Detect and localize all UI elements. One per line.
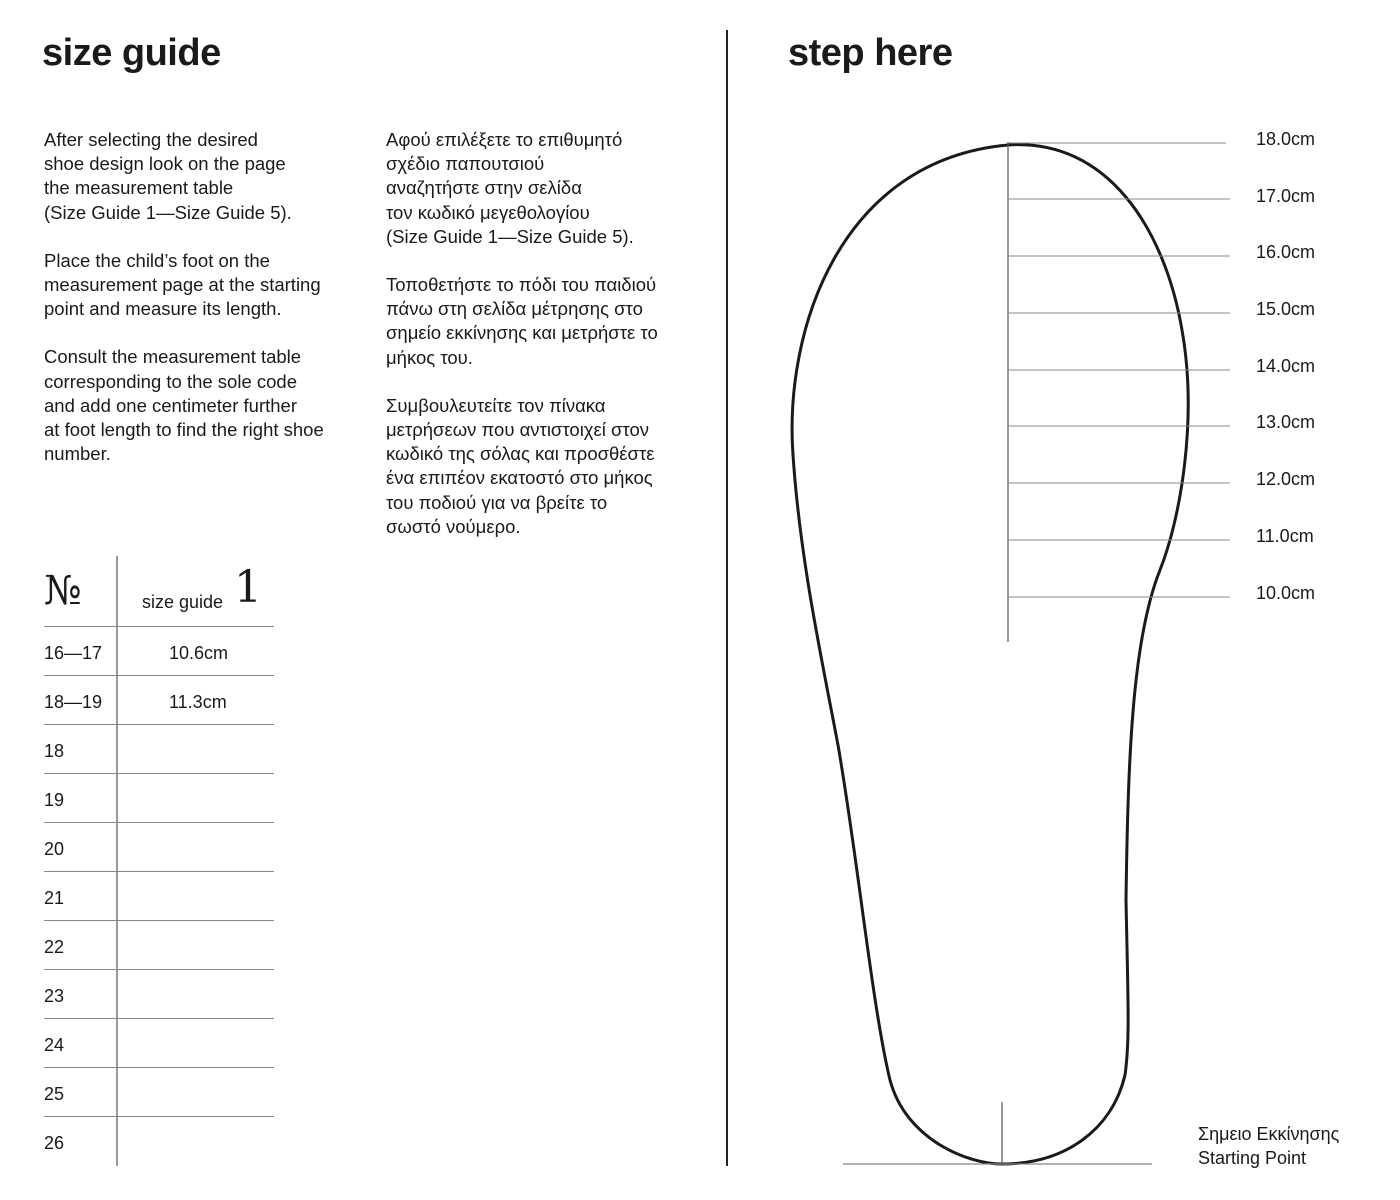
scale-label: 18.0cm [1256, 129, 1316, 149]
foot-outline [792, 145, 1188, 1164]
instruction-paragraph: Αφού επιλέξετε το επιθυμητό σχέδιο παπουτσιού αναζητήστε στην σελίδα τον κωδικό μεγεθολογίου (Size Guide 1—Size Guide 5). [386, 129, 634, 247]
size-cell: 16—17 [44, 643, 103, 663]
size-cell: 26 [44, 1133, 65, 1153]
size-cell: 22 [44, 937, 65, 957]
scale-label: 15.0cm [1256, 299, 1316, 319]
instruction-paragraph: Consult the measurement table corresponding to the sole code and add one centimeter further at foot length to find the right shoe number. [44, 346, 324, 465]
starting-point-english: Starting Point [1198, 1148, 1307, 1168]
size-guide-number: 1 [234, 562, 262, 613]
size-cell: 19 [44, 790, 65, 810]
size-cell: 20 [44, 839, 65, 859]
scale-label: 16.0cm [1256, 242, 1316, 262]
scale-label: 10.0cm [1256, 583, 1316, 603]
scale-label: 12.0cm [1256, 469, 1316, 489]
starting-point-greek: Σημειο Εκκίνησης [1198, 1124, 1340, 1144]
page-title-step-here: step here [788, 32, 953, 74]
instruction-paragraph: Συμβουλευτείτε τον πίνακα μετρήσεων που αντιστοιχεί στον κωδικό της σόλας και προσθέστε ένα επιπέον εκατοστό στο μήκος του ποδιού για να βρείτε το σωστό νούμερο. [386, 394, 655, 537]
instruction-paragraph: Τοποθετήστε το πόδι του παιδιού πάνω στη σελίδα μέτρησης στο σημείο εκκίνησης και μετρήστε το μήκος του. [386, 274, 658, 368]
scale-label: 13.0cm [1256, 412, 1316, 432]
scale-label: 14.0cm [1256, 356, 1316, 376]
length-cell: 10.6cm [169, 643, 229, 663]
length-cell: 11.3cm [169, 692, 227, 712]
size-cell: 25 [44, 1084, 65, 1104]
page-title-size-guide: size guide [42, 32, 221, 74]
instruction-paragraph: Place the child’s foot on the measurement page at the starting point and measure its length. [44, 249, 321, 320]
instruction-paragraph: After selecting the desired shoe design look on the page the measurement table (Size Guide 1—Size Guide 5). [44, 129, 292, 223]
size-cell: 23 [44, 986, 65, 1006]
scale-label: 11.0cm [1256, 526, 1314, 546]
scale-label: 17.0cm [1256, 186, 1316, 206]
size-guide-label: size guide [142, 592, 224, 612]
size-cell: 18 [44, 741, 65, 761]
size-cell: 24 [44, 1035, 65, 1055]
numero-sign: № [44, 568, 82, 614]
size-cell: 18—19 [44, 692, 103, 712]
size-cell: 21 [44, 888, 65, 908]
starting-point-label [1198, 1122, 1339, 1170]
